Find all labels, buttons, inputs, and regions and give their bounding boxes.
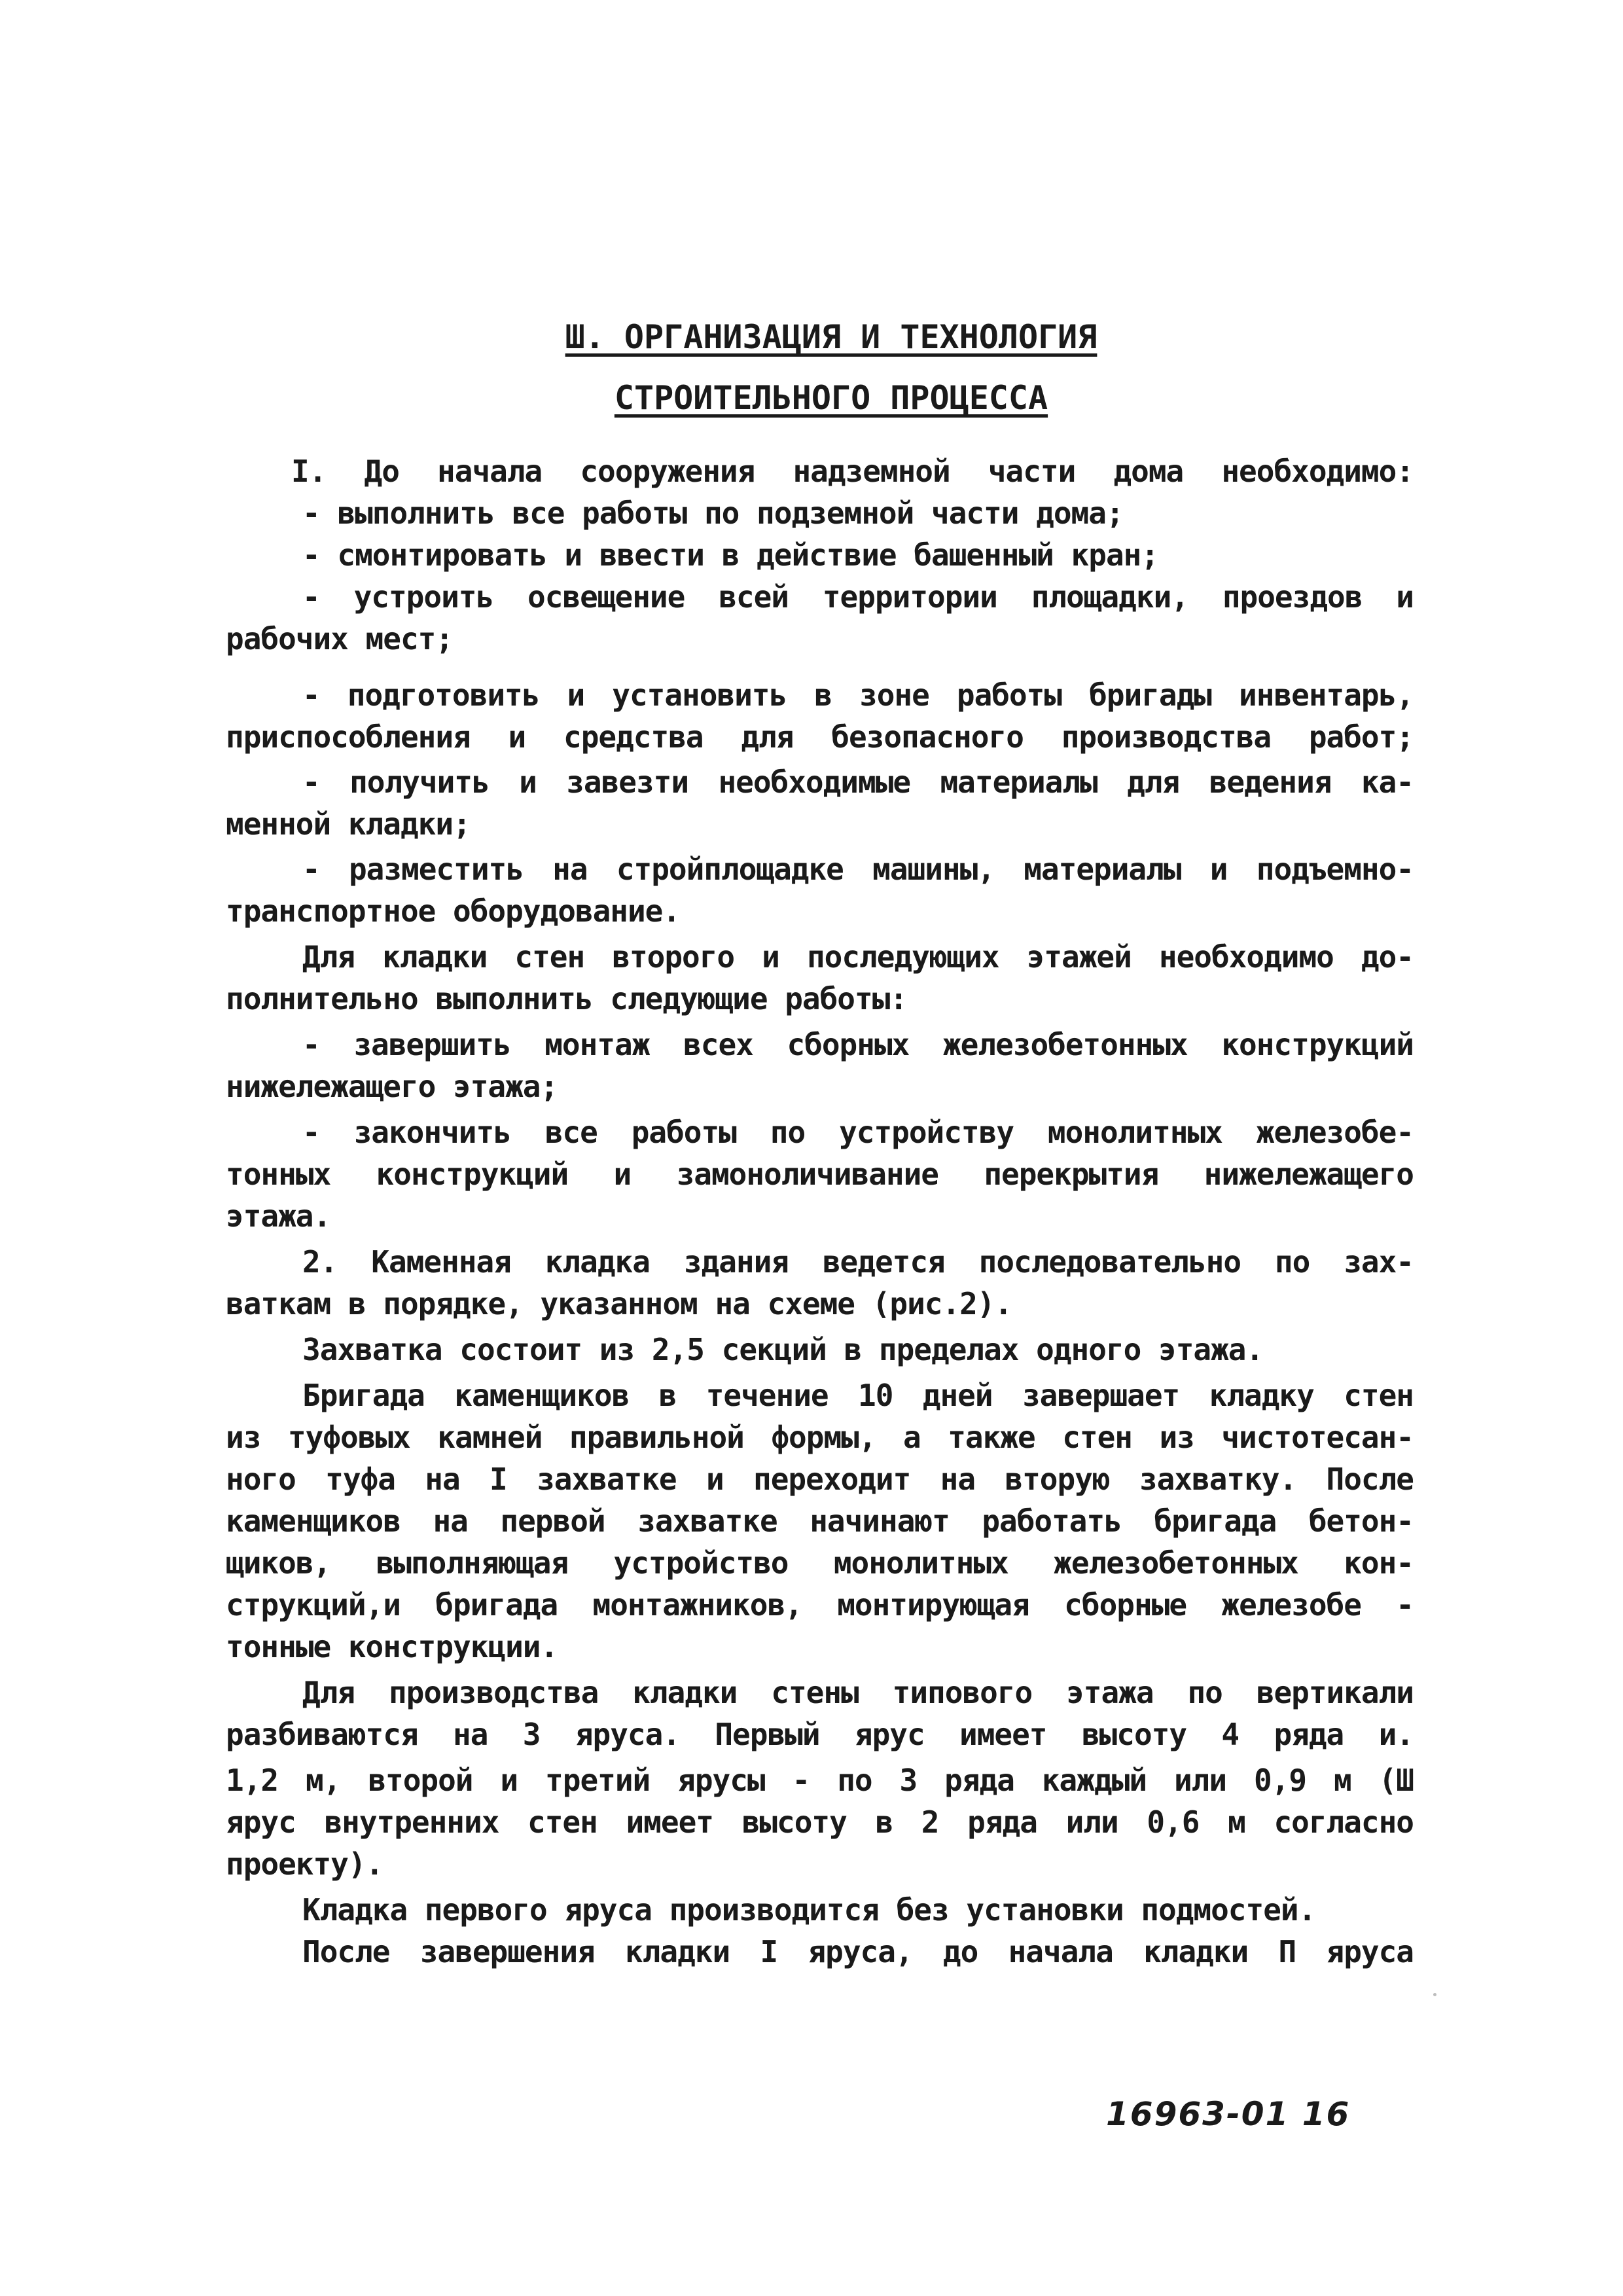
text-line: Для кладки стен второго и последующих этажей необходимо до- [302, 939, 1414, 975]
text-line: каменщиков на первой захватке начинают работать бригада бетон- [226, 1503, 1414, 1539]
section-heading-line-2: СТРОИТЕЛЬНОГО ПРОЦЕССА [614, 379, 1048, 417]
text-line: рабочих мест; [226, 621, 454, 656]
section-heading-line-1: Ш. ОРГАНИЗАЦИЯ И ТЕХНОЛОГИЯ [565, 318, 1097, 356]
text-line: - получить и завезти необходимые материалы для ведения ка- [302, 764, 1414, 800]
text-line: ного туфа на I захватке и переходит на вторую захватку. После [226, 1462, 1414, 1497]
text-line: разбиваются на 3 яруса. Первый ярус имеет высоту 4 ряда и. [226, 1717, 1414, 1752]
text-line: Кладка первого яруса производится без установки подмостей. [302, 1892, 1316, 1928]
text-line: тонных конструкций и замоноличивание перекрытия нижележащего [226, 1157, 1414, 1192]
text-line: проекту). [226, 1846, 383, 1882]
text-line: Бригада каменщиков в течение 10 дней завершает кладку стен [302, 1378, 1414, 1413]
text-line: I. До начала сооружения надземной части дома необходимо: [291, 454, 1414, 489]
text-line: После завершения кладки I яруса, до начала кладки П яруса [302, 1934, 1414, 1969]
text-line: Захватка состоит из 2,5 секций в пределах одного этажа. [302, 1332, 1264, 1367]
text-line: щиков, выполняющая устройство монолитных железобетонных кон- [226, 1545, 1414, 1581]
document-code: 16963-01 16 [1106, 2095, 1351, 2133]
text-line: - разместить на стройплощадке машины, материалы и подъемно- [302, 852, 1414, 887]
text-line: струкций,и бригада монтажников, монтирующая сборные железобе - [226, 1587, 1414, 1623]
text-line: - закончить все работы по устройству монолитных железобе- [302, 1115, 1414, 1150]
text-line: - завершить монтаж всех сборных железобетонных конструкций [302, 1027, 1414, 1062]
text-line: нижележащего этажа; [226, 1069, 558, 1104]
text-line: приспособления и средства для безопасного производства работ; [226, 719, 1414, 755]
text-line: Для производства кладки стены типового этажа по вертикали [302, 1675, 1414, 1710]
text-line: ваткам в порядке, указанном на схеме (рис.2). [226, 1286, 1012, 1321]
scan-speck [1433, 1993, 1436, 1996]
text-line: 2. Каменная кладка здания ведется последовательно по зах- [302, 1244, 1414, 1280]
text-line: из туфовых камней правильной формы, а также стен из чистотесан- [226, 1420, 1414, 1455]
text-line: тонные конструкции. [226, 1629, 558, 1664]
text-line: 1,2 м, второй и третий ярусы - по 3 ряда каждый или 0,9 м (Ш [226, 1763, 1414, 1798]
text-line: транспортное оборудование. [226, 893, 681, 929]
text-line: полнительно выполнить следующие работы: [226, 981, 908, 1016]
text-line: - смонтировать и ввести в действие башенный кран; [302, 537, 1159, 573]
text-line: менной кладки; [226, 806, 471, 842]
text-line: - устроить освещение всей территории площадки, проездов и [302, 579, 1414, 615]
text-line: - выполнить все работы по подземной части дома; [302, 495, 1124, 531]
text-line: - подготовить и установить в зоне работы бригады инвентарь, [302, 677, 1414, 713]
text-line: ярус внутренних стен имеет высоту в 2 ряда или 0,6 м согласно [226, 1804, 1414, 1840]
text-line: этажа. [226, 1198, 331, 1234]
